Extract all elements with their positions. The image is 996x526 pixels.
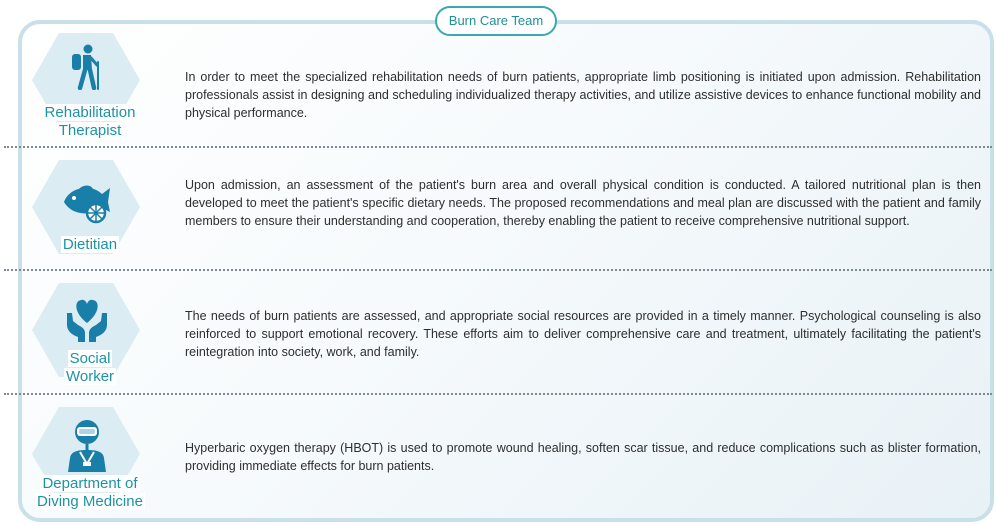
diver-icon	[62, 418, 112, 472]
role-description: Hyperbaric oxygen therapy (HBOT) is used to promote wound healing, soften scar tissue, and reduce complications such as blister formation, providing immediate effects for burn patients.	[185, 441, 981, 473]
role-label-line-2: Worker	[65, 368, 115, 385]
section-divider	[4, 146, 992, 148]
role-label-line-1: Social	[69, 350, 111, 367]
role-label-line-2: Diving Medicine	[37, 493, 143, 510]
role-label-line-2: Therapist	[58, 122, 122, 139]
role-label	[18, 236, 162, 254]
section-divider	[4, 393, 992, 395]
fish-lemon-icon	[62, 180, 112, 224]
heart-hands-icon	[64, 295, 110, 343]
role-description: Upon admission, an assessment of the patient's burn area and overall physical condition is conducted. A tailored nutritional plan is then developed to meet the patient's specific dietary needs. The proposed recommendations and meal plan are discussed with the patient and family members to ensure their understanding and cooperation, thereby enabling the patient to receive comprehensive nutritional support.	[185, 178, 981, 228]
role-description: In order to meet the specialized rehabilitation needs of burn patients, appropriate limb positioning is initiated upon admission. Rehabilitation professionals assist in designing and scheduling individualized therapy activities, and utilize assistive devices to enhance functional mobility and physical performance.	[185, 70, 981, 120]
role-label	[18, 475, 162, 511]
role-label-line-1: Rehabilitation	[44, 104, 136, 121]
role-label	[18, 104, 162, 140]
role-label-line-1: Dietitian	[62, 236, 118, 253]
role-description: The needs of burn patients are assessed, and appropriate social resources are provided in a timely manner. Psychological counseling is also reinforced to support emotional recovery. These efforts aim to deliver comprehensive care and treatment, ultimately facilitating the patient's reintegration into society, work, and family.	[185, 309, 981, 359]
role-label-line-1: Department of	[42, 475, 138, 492]
section-divider	[4, 269, 992, 271]
hiker-icon	[66, 44, 106, 90]
page-title: Burn Care Team	[435, 6, 557, 36]
role-label	[18, 350, 162, 386]
